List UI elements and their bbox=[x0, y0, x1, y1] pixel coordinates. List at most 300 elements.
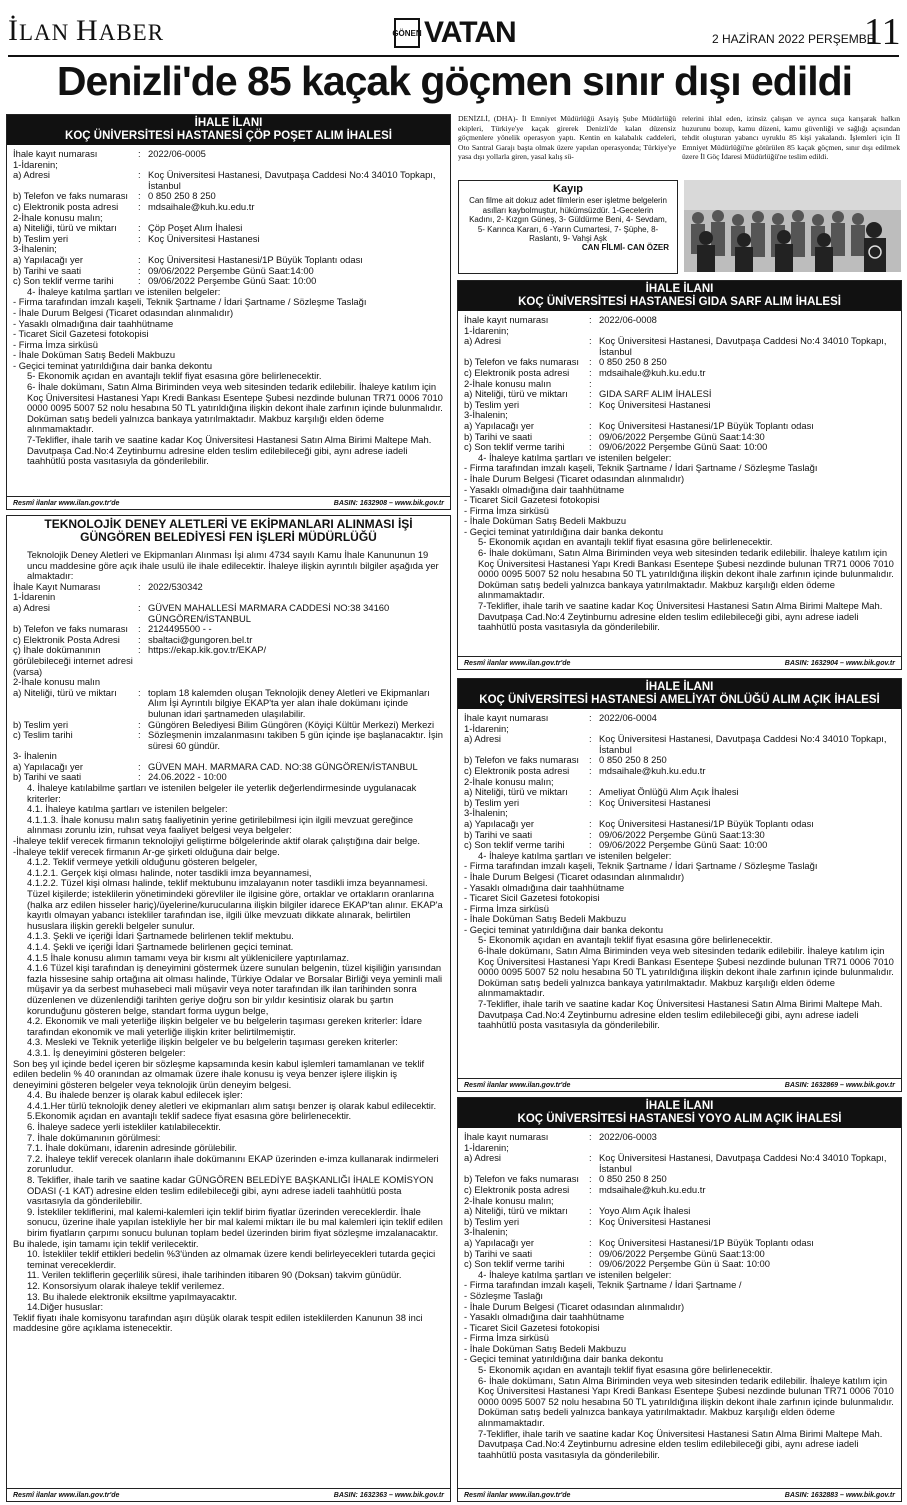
field-colon: : bbox=[138, 686, 141, 698]
ad-field-row bbox=[13, 645, 444, 677]
issue-date: 2 HAZİRAN 2022 PERŞEMBE bbox=[712, 32, 875, 46]
field-value: Koç Üniversitesi Hastanesi/1P Büyük Toplantı odası bbox=[148, 253, 363, 265]
ad-paragraph: - Yasaklı olmadığına dair taahhütname bbox=[464, 1311, 625, 1323]
ad-paragraph: 5- Ekonomik açıdan en avantajlı teklif fiyat esasına göre belirlenecektir. bbox=[478, 934, 773, 946]
field-value: 0 850 250 8 250 bbox=[599, 754, 667, 766]
field-label: a) Yapılacağı yer bbox=[464, 1236, 535, 1248]
field-value: 09/06/2022 Perşembe Günü Saat: 10:00 bbox=[148, 275, 317, 287]
ad-paragraph: 4- İhaleye katılma şartları ve istenilen belgeler: bbox=[27, 285, 221, 297]
field-value: 09/06/2022 Perşembe Günü Saat: 10:00 bbox=[599, 441, 768, 453]
ad-field-row bbox=[464, 368, 895, 379]
ad-field-row bbox=[464, 400, 895, 411]
field-label: c) Elektronik posta adresi bbox=[464, 366, 570, 378]
ad-field-row bbox=[464, 1217, 895, 1228]
field-colon: : bbox=[138, 264, 141, 276]
field-label: 1-İdarenin; bbox=[464, 1141, 509, 1153]
ad-paragraph: 7.1. İhale dokümanı, idarenin adresinde görülebilir. bbox=[27, 1142, 238, 1154]
ad-paragraph: 6. İhaleye sadece yerli istekliler katılabilecektir. bbox=[27, 1121, 221, 1133]
field-value: Koç Üniversitesi Hastanesi bbox=[599, 796, 711, 808]
field-label: 2-İhale konusu malın; bbox=[464, 1194, 554, 1206]
ad-paragraph: 7-Teklifler, ihale tarih ve saatine kadar Koç Üniversitesi Hastanesi Satın Alma Birimi Maltepe Mah. Davutpaşa Cad.No:4 Zeytinburnu adresine elden teslim edilebileceği gibi, aynı adrese iadeli taahhütlü posta vasıtasıyla da gönderilebilir. bbox=[27, 434, 432, 467]
ad-intro: Teknolojik Deney Aletleri ve Ekipmanları Alınması İşi alımı 4734 sayılı Kamu İhale Kanununun 19 uncu maddesine göre açık ihale usulü ile ihale edilecektir. İhaleye ilişkin ayrıntılı bilgiler aşağıda yer almaktadır: bbox=[27, 549, 439, 582]
ad-subtitle: KOÇ ÜNİVERSİTESİ HASTANESİ AMELİYAT ÖNLÜĞÜ ALIM AÇIK İHALESİ bbox=[479, 694, 880, 706]
field-colon: : bbox=[138, 623, 141, 635]
ad-paragraph: 4.4.1.Her türlü teknolojik deney aletleri ve ekipmanları alım satışı benzer iş olarak kabul edilecektir. bbox=[27, 1099, 437, 1111]
ad-paragraph: - Firma tarafından imzalı kaşeli, Teknik Şartname / İdari Şartname / Sözleşme Taslağı bbox=[464, 860, 818, 872]
ad-paragraph: - İhale Durum Belgesi (Ticaret odasından alınmalıdır) bbox=[464, 472, 685, 484]
ad-field-row bbox=[13, 170, 444, 191]
tender-ad-ameliyat-onlugu bbox=[457, 678, 902, 1092]
ad-paragraph: 4.1.5 İhale konusu alımın tamamı veya bir kısmı alt yüklenicilere yaptırılamaz. bbox=[27, 951, 350, 963]
ad-paragraph: - Yasaklı olmadığına dair taahhütname bbox=[464, 483, 625, 495]
field-value: mdsaihale@kuh.ku.edu.tr bbox=[599, 366, 706, 378]
ad-field-row bbox=[464, 1185, 895, 1196]
ad-field-row bbox=[464, 734, 895, 755]
field-value: Çöp Poşet Alım İhalesi bbox=[148, 222, 243, 234]
field-label: a) Adresi bbox=[464, 1152, 501, 1164]
field-label: 3-İhalenin; bbox=[13, 243, 57, 255]
field-value: Koç Üniversitesi Hastanesi, Davutpaşa Caddesi No:4 34010 Topkapı, İstanbul bbox=[148, 169, 436, 191]
field-label: b) Teslim yeri bbox=[464, 796, 520, 808]
field-colon: : bbox=[589, 430, 592, 442]
page-number: 11 bbox=[864, 11, 901, 53]
field-value: Koç Üniversitesi Hastanesi, Davutpaşa Caddesi No:4 34010 Topkapı, İstanbul bbox=[599, 335, 887, 357]
ad-paragraph: 5- Ekonomik açıdan en avantajlı teklif fiyat esasına göre belirlenecektir. bbox=[478, 1364, 773, 1376]
field-label: b) Telefon ve faks numarası bbox=[13, 623, 128, 635]
field-value: Koç Üniversitesi Hastanesi/1P Büyük Toplantı odası bbox=[599, 817, 814, 829]
ad-paragraph: Son beş yıl içinde bedel içeren bir sözleşme kapsamında kesin kabul işlemleri tamamlanan ve teklif edilen bedelin % 40 oranından az olmamak üzere ihale konusu iş veya benzer işlere ilişkin iş deneyimini gösteren belgeler veya teknolojik ürün deneyim belgesi. bbox=[13, 1057, 425, 1090]
ad-paragraph: Teklif fiyatı ihale komisyonu tarafından aşırı düşük olarak tespit edilen isteklilerden Kanunun 38 inci maddesine göre açıklama istenecektir. bbox=[13, 1311, 423, 1334]
ad-subtitle: KOÇ ÜNİVERSİTESİ HASTANESİ GIDA SARF ALIM İHALESİ bbox=[518, 296, 841, 308]
field-colon: : bbox=[138, 200, 141, 212]
ad-title: TEKNOLOJİK DENEY ALETLERİ VE EKİPMANLARI ALINMASI İŞİ bbox=[44, 517, 413, 531]
ad-paragraph: - İhale Durum Belgesi (Ticaret odasından alınmalıdır) bbox=[464, 1300, 685, 1312]
field-colon: : bbox=[138, 148, 141, 159]
field-colon: : bbox=[589, 1258, 592, 1270]
field-colon: : bbox=[138, 601, 141, 613]
field-label: ç) İhale dokümanının görülebileceği internet adresi (varsa) bbox=[13, 644, 133, 677]
field-value: Koç Üniversitesi Hastanesi bbox=[599, 1215, 711, 1227]
field-colon: : bbox=[589, 419, 592, 431]
field-colon: : bbox=[589, 839, 592, 851]
ad-paragraph: - Geçici teminat yatırıldığına dair banka dekontu bbox=[13, 359, 213, 371]
field-value: Koç Üniversitesi Hastanesi, Davutpaşa Caddesi No:4 34010 Topkapı, İstanbul bbox=[599, 1152, 887, 1174]
footer-left: Resmî ilanlar www.ilan.gov.tr'de bbox=[13, 1491, 120, 1499]
ad-paragraph: - İhale Doküman Satış Bedeli Makbuzu bbox=[464, 1342, 627, 1354]
logo-badge: GÖNEN bbox=[394, 18, 420, 48]
field-label: b) Teslim yeri bbox=[13, 718, 69, 730]
field-value: GIDA SARF ALIM İHALESİ bbox=[599, 388, 712, 400]
ad-footer bbox=[7, 1488, 450, 1501]
field-label: b) Telefon ve faks numarası bbox=[464, 1173, 579, 1185]
ad-body bbox=[7, 145, 450, 467]
ad-paragraph: 7-Teklifler, ihale tarih ve saatine kadar Koç Üniversitesi Hastanesi Satın Alma Birimi Maltepe Mah. Davutpaşa Cad.No:4 Zeytinburnu adresine elden teslim edilebileceği gibi, aynı adrese iadeli taahhütlü posta vasıtasıyla da gönderilebilir. bbox=[478, 1427, 883, 1460]
ad-field-row bbox=[13, 255, 444, 266]
ad-paragraph: 8. Teklifler, ihale tarih ve saatine kadar GÜNGÖREN BELEDİYE BAŞKANLIĞI İHALE KOMİSYON ODASI (-1 KAT) adresine elden teslim edilebileceği gibi, aynı adrese iadeli taahhütlü posta vasıtasıyla da gönderilebilir. bbox=[27, 1174, 434, 1207]
field-label: a) Yapılacağı yer bbox=[464, 419, 535, 431]
logo-word: VATAN bbox=[424, 16, 516, 49]
ad-paragraph: 6- İhale dokümanı, Satın Alma Biriminden veya web sitesinden tedarik edilebilir. İhaleye katılım için Koç Üniversitesi Hastanesi Yapı Kredi Bankası Esentepe Şubesi nezdinde bulunan TR71 0006 7010 0000 0095 5007 52 nolu hesabına 50 TL yatırıldığına ilişkin dekont ihale zarfının içinde bulunmalıdır. Doküman satış bedeli yalnızca bankaya yatırılmaktadır. Makbuz karşılığı elden ödeme alınmamaktadır. bbox=[27, 381, 443, 435]
ad-title-bar bbox=[7, 115, 450, 145]
field-colon: : bbox=[589, 796, 592, 808]
field-colon: : bbox=[589, 1247, 592, 1259]
field-label: a) Yapılacağı yer bbox=[464, 817, 535, 829]
field-label: a) Niteliği, türü ve miktarı bbox=[13, 222, 117, 234]
ad-paragraph: 11. Verilen tekliflerin geçerlilik süresi, ihale tarihinden itibaren 90 (Doksan) takvim günüdür. bbox=[27, 1269, 402, 1281]
field-colon: : bbox=[589, 754, 592, 766]
field-value: Ameliyat Önlüğü Alım Açık İhalesi bbox=[599, 786, 739, 798]
ad-paragraph: 4.1.2.2. Tüzel kişi olması halinde, teklif mektubunu imzalayanın noter tasdikli imza beyannamesi. Tüzel kişilerde; isteklilerin yönetimindeki görevliler ile ilgisine göre, ortaklar ve ortakların oranlarına (halka arz edilen hisseler hariç)/üyelerine/kurucularına ilişkin bilgiler idarece EKAP'tan alınır. EKAP'a kayıtlı olmayan yabancı istekliler tarafından ise, ilgili ülke mevzuatı dikkate alınarak, belirtilen hususlara ilişkin gerekli belgeler sunulur. bbox=[27, 877, 443, 931]
field-colon: : bbox=[589, 377, 592, 389]
ad-title-bar bbox=[458, 281, 901, 311]
field-colon: : bbox=[589, 817, 592, 829]
ad-paragraph: - İhale Durum Belgesi (Ticaret odasından alınmalıdır) bbox=[464, 870, 685, 882]
field-value: 09/06/2022 Perşembe Günü Saat:13:00 bbox=[599, 1247, 765, 1259]
field-value: 09/06/2022 Perşembe Günü Saat: 10:00 bbox=[599, 839, 768, 851]
field-label: b) Tarihi ve saati bbox=[464, 1247, 533, 1259]
ad-field-row bbox=[13, 730, 444, 751]
ad-paragraph: 5.Ekonomik açıdan en avantajlı teklif sadece fiyat esasına göre belirlenecektir. bbox=[27, 1110, 352, 1122]
ad-paragraph: 4- İhaleye katılma şartları ve istenilen belgeler: bbox=[478, 1268, 672, 1280]
ad-paragraph: - Firma İmza sirküsü bbox=[464, 902, 549, 914]
field-colon: : bbox=[138, 232, 141, 244]
field-label: a) Niteliği, türü ve miktarı bbox=[464, 388, 568, 400]
ad-paragraph: 12. Konsorsiyum olarak ihaleye teklif verilemez. bbox=[27, 1279, 225, 1291]
footer-left: Resmî ilanlar www.ilan.gov.tr'de bbox=[464, 659, 571, 667]
ad-field-row bbox=[464, 766, 895, 777]
field-colon: : bbox=[138, 253, 141, 265]
field-value: GÜVEN MAHALLESİ MARMARA CADDESİ NO:38 34160 GÜNGÖREN/İSTANBUL bbox=[148, 601, 390, 624]
field-label: b) Tarihi ve saati bbox=[13, 264, 82, 276]
ad-paragraph: - Ticaret Sicil Gazetesi fotokopisi bbox=[464, 494, 600, 506]
ad-title: İHALE İLANI bbox=[194, 117, 263, 129]
ad-title: İHALE İLANI bbox=[645, 283, 714, 295]
ad-subtitle: KOÇ ÜNİVERSİTESİ HASTANESİ ÇÖP POŞET ALIM İHALESİ bbox=[65, 130, 392, 142]
news-col-2: relerini ihlal eden, izinsiz çalışan ve ayrıca suça karışarak halkın huzurunu bozup, kamu düzeni, kamu güvenliği ve sağlığı açısından tehdit oluşturan yabancı uyruklu 85 kişi yakalandı. İşlemleri için İl Emniyet Müdürlüğü'ne götürülen 85 kaçak göçmen, sınır dışı edilmek üzere İl Göç İdaresi Müdürlüğü'ne teslim edildi. bbox=[682, 114, 900, 162]
field-value: 0 850 250 8 250 bbox=[599, 356, 667, 368]
field-value: 09/06/2022 Perşembe Günü Saat:14:30 bbox=[599, 430, 765, 442]
ad-field-row bbox=[464, 1132, 895, 1143]
ad-title-bar bbox=[458, 679, 901, 709]
field-value: Koç Üniversitesi Hastanesi bbox=[599, 398, 711, 410]
ad-field-row bbox=[13, 582, 444, 593]
ad-paragraph: -İhaleye teklif verecek firmanın teknolojiyi geliştirme bölgelerinde aktif olarak çalıştığına dair belge. bbox=[13, 835, 420, 847]
tender-ad-yoyo bbox=[457, 1097, 902, 1502]
field-colon: : bbox=[138, 771, 141, 783]
field-value: sbaltaci@gungoren.bel.tr bbox=[148, 633, 253, 645]
ad-paragraph: - Firma tarafından imzalı kaşeli, Teknik Şartname / İdari Şartname / bbox=[464, 1279, 742, 1291]
ad-footer bbox=[458, 1078, 901, 1091]
ad-paragraph: 7-Teklifler, ihale tarih ve saatine kadar Koç Üniversitesi Hastanesi Satın Alma Birimi Maltepe Mah. Davutpaşa Cad.No:4 Zeytinburnu adresine elden teslim edilebileceği gibi, aynı adrese iadeli taahhütlü posta vasıtasıyla da gönderilebilir. bbox=[478, 998, 883, 1031]
field-colon: : bbox=[589, 1152, 592, 1164]
ad-paragraph: - Ticaret Sicil Gazetesi fotokopisi bbox=[13, 328, 149, 340]
field-colon: : bbox=[138, 169, 141, 181]
field-colon: : bbox=[589, 335, 592, 347]
field-label: 3-İhalenin; bbox=[464, 409, 508, 421]
ad-body bbox=[458, 1128, 901, 1460]
field-label: c) Son teklif verme tarihi bbox=[464, 441, 565, 453]
field-value: 2022/530342 bbox=[148, 580, 203, 592]
ad-subtitle: KOÇ ÜNİVERSİTESİ HASTANESİ YOYO ALIM AÇIK İHALESİ bbox=[517, 1113, 842, 1125]
ad-paragraph: 4.2. Ekonomik ve mali yeterliğe ilişkin belgeler ve bu belgelerin taşıması gereken kriterler: İdare tarafından ekonomik ve mali yeterliğe ilişkin kriter belirtilmemiştir. bbox=[27, 1015, 422, 1037]
ad-field-row bbox=[13, 688, 444, 720]
field-label: a) Niteliği, türü ve miktarı bbox=[13, 686, 117, 698]
field-label: c) Elektronik posta adresi bbox=[13, 200, 119, 212]
ad-footer bbox=[458, 1488, 901, 1501]
field-label: b) Tarihi ve saati bbox=[13, 771, 82, 783]
field-label: c) Teslim tarihi bbox=[13, 729, 73, 741]
newspaper-logo bbox=[392, 16, 516, 49]
ad-paragraph: 4.3.1. İş deneyimini gösteren belgeler: bbox=[27, 1046, 186, 1058]
field-label: b) Telefon ve faks numarası bbox=[13, 190, 128, 202]
field-label: a) Adresi bbox=[13, 169, 50, 181]
ad-paragraph: 5- Ekonomik açıdan en avantajlı teklif fiyat esasına göre belirlenecektir. bbox=[27, 370, 322, 382]
ad-title-bar bbox=[7, 516, 450, 546]
field-value: mdsaihale@kuh.ku.edu.tr bbox=[599, 764, 706, 776]
field-label: a) Yapılacağı yer bbox=[13, 760, 84, 772]
field-label: İhale kayıt numarası bbox=[464, 314, 549, 325]
field-value: 2022/06-0008 bbox=[599, 314, 657, 325]
footer-right: BASIN: 1632363 – www.bik.gov.tr bbox=[333, 1491, 444, 1499]
field-colon: : bbox=[138, 580, 141, 592]
header-rule bbox=[8, 55, 899, 57]
field-label: 1-İdarenin bbox=[13, 591, 56, 603]
ad-paragraph: 4.1.2.1. Gerçek kişi olması halinde, noter tasdikli imza beyannamesi, bbox=[27, 866, 312, 878]
field-label: 1-İdarenin; bbox=[13, 158, 58, 170]
ad-paragraph: 4.1.1.3. İhale konusu malın satış faaliyetinin yerine getirilebilmesi için ilgili mevzuat gereğince alınması zorunlu izin, ruhsat veya faaliyet belgesi veya belgeler: bbox=[27, 813, 414, 836]
field-colon: : bbox=[589, 356, 592, 368]
ad-paragraph: 6- İhale dokümanı, Satın Alma Biriminden veya web sitesinden tedarik edilebilir. İhaleye katılım için Koç Üniversitesi Hastanesi Yapı Kredi Bankası Esentepe Şubesi nezdinde bulunan TR71 0006 7010 0000 0095 5007 52 nolu hesabına 50 TL yatırıldığına ilişkin dekont ihale zarfının içinde bulunmalıdır. Doküman satış bedeli yalnızca bankaya yatırılmaktadır. Makbuz karşılığı elden ödeme alınmamaktadır. bbox=[478, 1374, 894, 1429]
ad-paragraph: 6-İhale dokümanı, Satın Alma Biriminden veya web sitesinden tedarik edilebilir. İhaleye katılım için Koç Üniversitesi Hastanesi Yapı Kredi Bankası Esentepe Şubesi nezdinde bulunan TR71 0006 7010 0000 0095 5007 52 nolu hesabına 50 TL yatırıldığına ilişkin dekont ihale zarfının içinde bulunmalıdır. Doküman satış bedeli yalnızca bankaya yatırılmaktadır. Makbuz karşılığı elden ödeme alınmamaktadır. bbox=[478, 945, 894, 999]
field-label: a) Adresi bbox=[13, 601, 50, 613]
field-value: Yoyo Alım Açık İhalesi bbox=[599, 1205, 691, 1217]
field-label: a) Niteliği, türü ve miktarı bbox=[464, 786, 568, 798]
field-colon: : bbox=[589, 733, 592, 745]
ad-field-row bbox=[464, 421, 895, 432]
ad-paragraph: - Geçici teminat yatırıldığına dair banka dekontu bbox=[464, 923, 664, 935]
ad-paragraph: 7-Teklifler, ihale tarih ve saatine kadar Koç Üniversitesi Hastanesi Satın Alma Birimi Maltepe Mah. Davutpaşa Cad.No:4 Zeytinburnu adresine elden teslim edilebileceği gibi, aynı adrese iadeli taahhütlü posta vasıtasıyla da gönderilebilir. bbox=[478, 600, 883, 633]
headline: Denizli'de 85 kaçak göçmen sınır dışı edildi bbox=[56, 58, 853, 104]
ad-paragraph: - İhale Doküman Satış Bedeli Makbuzu bbox=[464, 913, 627, 925]
footer-right: BASIN: 1632904 – www.bik.gov.tr bbox=[784, 659, 895, 667]
ad-paragraph: - Yasaklı olmadığına dair taahhütname bbox=[13, 317, 174, 329]
tender-ad-gungoren bbox=[6, 515, 451, 1502]
field-colon: : bbox=[138, 190, 141, 202]
ad-paragraph: - İhale Durum Belgesi (Ticaret odasından alınmalıdır) bbox=[13, 306, 234, 318]
field-colon: : bbox=[589, 398, 592, 410]
field-value: GÜVEN MAH. MARMARA CAD. NO:38 GÜNGÖREN/İSTANBUL bbox=[148, 760, 418, 772]
footer-left: Resmî ilanlar www.ilan.gov.tr'de bbox=[464, 1491, 571, 1499]
field-colon: : bbox=[138, 760, 141, 772]
news-col-1: DENİZLİ, (DHA)- İl Emniyet Müdürlüğü Asayiş Şube Müdürlüğü ekipleri, Türkiye'ye kaçak girerek Denizli'de kalan düzensiz göçmenlere yönelik operasyon yaptı. Kentin en kalabalık caddeleri, Oto Santral Garajı başta olmak üzere yapılan operasyonda; Türkiye'ye yasa dışı yollarla giren, yasal kalış sü- bbox=[458, 114, 676, 162]
ad-paragraph: - Firma İmza sirküsü bbox=[464, 504, 549, 516]
ad-paragraph: 4- İhaleye katılma şartları ve istenilen belgeler: bbox=[478, 451, 672, 463]
field-value: 09/06/2022 Perşembe Gün ü Saat: 10:00 bbox=[599, 1258, 770, 1270]
ad-field-row bbox=[13, 202, 444, 213]
field-value: Güngören Belediyesi Bilim Güngören (Köyiçi Kültür Merkezi) Merkezi bbox=[148, 718, 435, 730]
field-label: 2-İhale konusu malın bbox=[13, 676, 101, 688]
field-value: 09/06/2022 Perşembe Günü Saat:14:00 bbox=[148, 264, 314, 276]
footer-left: Resmî ilanlar www.ilan.gov.tr'de bbox=[13, 499, 120, 507]
ad-body bbox=[458, 709, 901, 1031]
field-label: a) Yapılacağı yer bbox=[13, 253, 84, 265]
field-value: mdsaihale@kuh.ku.edu.tr bbox=[148, 200, 255, 212]
field-colon: : bbox=[589, 388, 592, 400]
field-label: b) Teslim yeri bbox=[13, 232, 69, 244]
ad-paragraph: 4.1.6 Tüzel kişi tarafından iş deneyimini göstermek üzere sunulan belgenin, tüzel kişiliğin yarısından fazla hissesine sahip ortağına ait olması halinde, Türkiye Odalar ve Borsalar Birliği veya yeminli mali müşavir ya da serbest muhasebeci mali müşavir veya noter tarafından ilk ilan tarihinden sonra düzenlenen ve düzenlendiği tarihten geriye doğru son bir yıldır kesintisiz olarak bu şartın korunduğunu gösteren belge, standart forma uygun belge, bbox=[27, 962, 443, 1016]
field-label: c) Son teklif verme tarihi bbox=[464, 1258, 565, 1270]
field-value: Koç Üniversitesi Hastanesi, Davutpaşa Caddesi No:4 34010 Topkapı, İstanbul bbox=[599, 733, 887, 755]
ad-paragraph: 4.1.2. Teklif vermeye yetkili olduğunu gösteren belgeler, bbox=[27, 856, 258, 868]
ad-paragraph: - Geçici teminat yatırıldığına dair banka dekontu bbox=[464, 525, 664, 537]
field-colon: : bbox=[589, 1215, 592, 1227]
field-colon: : bbox=[589, 1183, 592, 1195]
field-label: a) Adresi bbox=[464, 733, 501, 745]
field-colon: : bbox=[138, 222, 141, 234]
ad-paragraph: 7. İhale dokümanının görülmesi: bbox=[27, 1131, 161, 1143]
ad-paragraph: - Firma tarafından imzalı kaşeli, Teknik Şartname / İdari Şartname / Sözleşme Taslağı bbox=[13, 296, 367, 308]
ad-paragraph: - Ticaret Sicil Gazetesi fotokopisi bbox=[464, 1321, 600, 1333]
field-colon: : bbox=[589, 764, 592, 776]
field-label: c) Elektronik Posta Adresi bbox=[13, 633, 120, 645]
field-colon: : bbox=[589, 1205, 592, 1217]
field-label: İhale kayıt numarası bbox=[464, 1131, 549, 1142]
ad-footer bbox=[7, 496, 450, 509]
field-colon: : bbox=[589, 712, 592, 723]
field-value: https://ekap.kik.gov.tr/EKAP/ bbox=[148, 644, 267, 656]
ad-field-row bbox=[464, 315, 895, 326]
field-label: 2-İhale konusu malın; bbox=[464, 775, 554, 787]
ad-field-row bbox=[464, 713, 895, 724]
lost-notice bbox=[458, 180, 678, 274]
ad-paragraph: 13. Bu ihalede elektronik eksiltme yapılmayacaktır. bbox=[27, 1290, 237, 1302]
field-value: 24.06.2022 - 10:00 bbox=[148, 771, 227, 783]
ad-paragraph: - Firma tarafından imzalı kaşeli, Teknik Şartname / İdari Şartname / Sözleşme Taslağı bbox=[464, 462, 818, 474]
ad-body bbox=[7, 546, 450, 1334]
field-label: c) Elektronik posta adresi bbox=[464, 764, 570, 776]
field-colon: : bbox=[589, 828, 592, 840]
field-label: b) Telefon ve faks numarası bbox=[464, 754, 579, 766]
news-photo bbox=[684, 180, 901, 272]
field-value: 2124495500 - - bbox=[148, 623, 212, 635]
tender-ad-gida-sarf bbox=[457, 280, 902, 670]
ad-paragraph: - İhale Doküman Satış Bedeli Makbuzu bbox=[464, 515, 627, 527]
ad-paragraph: -İhaleye teklif verecek firmanın Ar-ge şirketi olduğuna dair belge. bbox=[13, 845, 280, 857]
ad-field-row bbox=[13, 234, 444, 245]
ad-paragraph: - Sözleşme Taslağı bbox=[464, 1289, 544, 1301]
field-label: b) Tarihi ve saati bbox=[464, 828, 533, 840]
field-colon: : bbox=[589, 1173, 592, 1185]
ad-field-row bbox=[13, 603, 444, 624]
field-value: 2022/06-0003 bbox=[599, 1131, 657, 1142]
field-label: İhale kayıt numarası bbox=[464, 712, 549, 723]
field-value: 2022/06-0005 bbox=[148, 148, 206, 159]
field-label: 2-İhale konusu malın; bbox=[13, 211, 103, 223]
field-label: 1-İdarenin; bbox=[464, 722, 509, 734]
ad-field-row bbox=[13, 149, 444, 160]
field-value: 09/06/2022 Perşembe Günü Saat:13:30 bbox=[599, 828, 765, 840]
ad-paragraph: 14.Diğer hususlar: bbox=[27, 1301, 104, 1313]
section-label: İLAN HABER bbox=[8, 14, 165, 47]
ad-paragraph: 4.1.4. Şekli ve içeriği İdari Şartnamede belirlenen geçici teminat. bbox=[27, 940, 294, 952]
field-value: Koç Üniversitesi Hastanesi/1P Büyük Toplantı odası bbox=[599, 419, 814, 431]
field-label: 3-İhalenin; bbox=[464, 807, 508, 819]
field-colon: : bbox=[138, 633, 141, 645]
field-label: İhale Kayıt Numarası bbox=[13, 580, 101, 592]
field-value: Koç Üniversitesi Hastanesi bbox=[148, 232, 260, 244]
ad-paragraph: 7.2. İhaleye teklif verecek olanların ihale dokümanını EKAP üzerinden e-imza kullanarak indirmeleri zorunludur. bbox=[27, 1152, 439, 1175]
field-colon: : bbox=[589, 1236, 592, 1248]
lost-title: Kayıp bbox=[553, 183, 583, 195]
ad-paragraph: 4.1. İhaleye katılma şartları ve istenilen belgeler: bbox=[27, 803, 228, 815]
field-label: c) Son teklif verme tarihi bbox=[13, 275, 114, 287]
field-colon: : bbox=[589, 441, 592, 453]
ad-title-bar bbox=[458, 1098, 901, 1128]
ad-paragraph: - Ticaret Sicil Gazetesi fotokopisi bbox=[464, 892, 600, 904]
tender-ad-cop-poset bbox=[6, 114, 451, 510]
field-colon: : bbox=[589, 1131, 592, 1142]
ad-title: İHALE İLANI bbox=[645, 1100, 714, 1112]
ad-paragraph: - Firma İmza sirküsü bbox=[464, 1332, 549, 1344]
ad-paragraph: 6- İhale dokümanı, Satın Alma Biriminden veya web sitesinden tedarik edilebilir. İhaleye katılım için Koç Üniversitesi Hastanesi Yapı Kredi Bankası Esentepe Şubesi nezdinde bulunan TR71 0006 7010 0000 0095 5007 52 nolu hesabına 50 TL yatırıldığına ilişkin dekont ihale zarfının içinde bulunmalıdır. Doküman satış bedeli yalnızca bankaya yatırılmaktadır. Makbuz karşılığı elden ödeme alınmamaktadır. bbox=[478, 547, 894, 601]
ad-paragraph: - Firma İmza sirküsü bbox=[13, 338, 98, 350]
ad-paragraph: Bu ihalede, işin tamamı için teklif verilecektir. bbox=[13, 1237, 199, 1249]
field-label: b) Teslim yeri bbox=[464, 1215, 520, 1227]
ad-paragraph: - İhale Doküman Satış Bedeli Makbuzu bbox=[13, 349, 176, 361]
ad-paragraph: 10. İstekliler teklif ettikleri bedelin %3'ünden az olmamak üzere kendi belirleyecekleri tutarda geçici teminat vereceklerdir. bbox=[27, 1248, 436, 1270]
field-value: 0 850 250 8 250 bbox=[599, 1173, 667, 1185]
ad-paragraph: 4.1.3. Şekli ve içeriği İdari Şartnamede belirlenen teklif mektubu. bbox=[27, 930, 294, 942]
field-label: c) Son teklif verme tarihi bbox=[464, 839, 565, 851]
field-label: 3-İhalenin; bbox=[464, 1226, 508, 1238]
ad-paragraph: 9. İstekliler tekliflerini, mal kalemi-kalemleri için teklif birim fiyatlar üzerinden vereceklerdir. İhale sonucu, üzerine ihale yapılan istekliyle her bir mal kalemi miktarı ile bu mal kalemleri için teklif edilen birim fiyatların çarpımı sonucu bulunan toplam bedel üzerinden birim fiyat sözleşme imzalanacaktır. bbox=[27, 1205, 443, 1238]
field-value: toplam 18 kalemden oluşan Teknolojik deney Aletleri ve Ekipmanları Alım İşi Ayrıntılı bilgiye EKAP'ta yer alan ihale dokümanı içinde bulunan idari şartnameden ulaşılabilir. bbox=[148, 686, 430, 719]
footer-right: BASIN: 1632883 – www.bik.gov.tr bbox=[784, 1491, 895, 1499]
field-colon: : bbox=[138, 729, 141, 741]
field-colon: : bbox=[138, 275, 141, 287]
field-label: c) Elektronik posta adresi bbox=[464, 1183, 570, 1195]
field-label: b) Tarihi ve saati bbox=[464, 430, 533, 442]
field-label: 2-İhale konusu malın bbox=[464, 377, 552, 389]
ad-body bbox=[458, 311, 901, 633]
ad-footer bbox=[458, 656, 901, 669]
ad-paragraph: - Geçici teminat yatırıldığına dair banka dekontu bbox=[464, 1353, 664, 1365]
footer-right: BASIN: 1632908 – www.bik.gov.tr bbox=[333, 499, 444, 507]
ad-field-row bbox=[464, 1238, 895, 1249]
ad-field-row bbox=[464, 1153, 895, 1174]
field-colon: : bbox=[138, 644, 141, 656]
field-colon: : bbox=[138, 718, 141, 730]
ad-title: İHALE İLANI bbox=[645, 681, 714, 693]
ad-subtitle: GÜNGÖREN BELEDİYESİ FEN İŞLERİ MÜDÜRLÜĞÜ bbox=[80, 530, 377, 544]
footer-right: BASIN: 1632869 – www.bik.gov.tr bbox=[784, 1081, 895, 1089]
field-label: b) Teslim yeri bbox=[464, 398, 520, 410]
ad-paragraph: 4.4. Bu ihalede benzer iş olarak kabul edilecek işler: bbox=[27, 1089, 243, 1101]
field-value: 2022/06-0004 bbox=[599, 712, 657, 723]
ad-paragraph: 4- İhaleye katılma şartları ve istenilen belgeler: bbox=[478, 849, 672, 861]
field-colon: : bbox=[589, 314, 592, 325]
field-colon: : bbox=[589, 786, 592, 798]
field-value: Koç Üniversitesi Hastanesi/1P Büyük Toplantı odası bbox=[599, 1236, 814, 1248]
field-label: 3- İhalenin bbox=[13, 750, 57, 762]
lost-text: Can filme ait dokuz adet filmlerin eser işletme belgelerin asılları kaybolmuştur, hükümsüzdür. 1-Gecelerin Kadını, 2- Kızgın Güneş, 3- Güldürme Beni, 4- Sevdam, 5- Karınca Kararı, 6 -Yarın Cumartesi, 7- Şüphe, 8- Raslantı, 9- Vahşi Aşk bbox=[469, 196, 667, 244]
ad-paragraph: 4.3. Mesleki ve Teknik yeterliğe ilişkin belgeler ve bu belgelerin taşıması gereken kriterler: bbox=[27, 1036, 398, 1048]
footer-left: Resmî ilanlar www.ilan.gov.tr'de bbox=[464, 1081, 571, 1089]
ad-paragraph: 5- Ekonomik açıdan en avantajlı teklif fiyat esasına göre belirlenecektir. bbox=[478, 536, 773, 548]
field-label: 1-İdarenin; bbox=[464, 324, 509, 336]
ad-paragraph: - Yasaklı olmadığına dair taahhütname bbox=[464, 881, 625, 893]
ad-field-row bbox=[464, 798, 895, 809]
